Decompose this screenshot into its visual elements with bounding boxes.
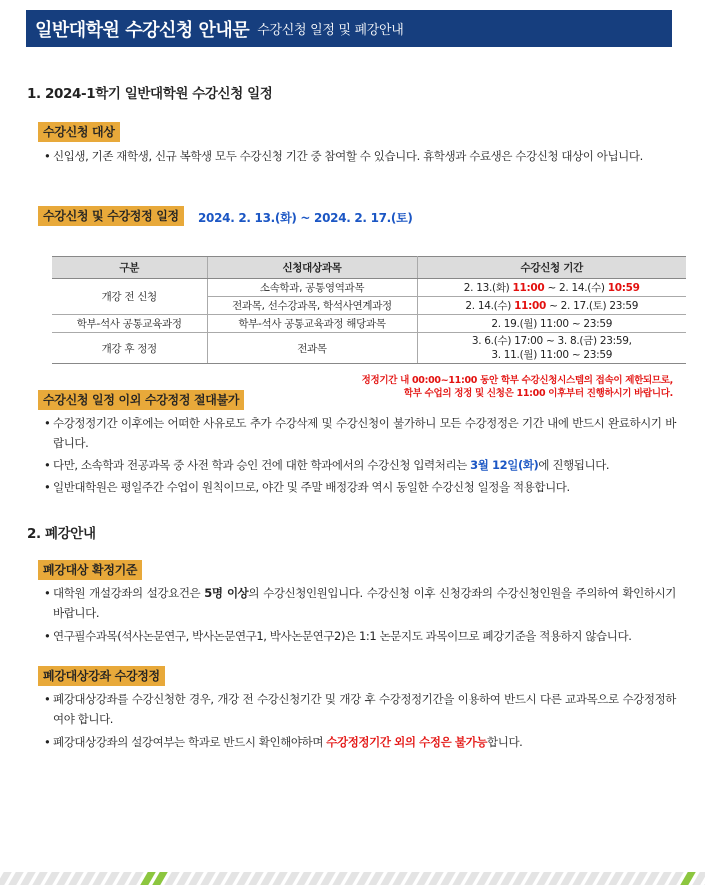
bullet-mark: • bbox=[44, 416, 51, 430]
bullet-mark: • bbox=[44, 629, 51, 643]
cell-period: 2. 19.(월) 11:00 ~ 23:59 bbox=[417, 315, 686, 333]
bullet-change-required bbox=[44, 689, 676, 729]
footer-stripe-decoration bbox=[0, 872, 705, 885]
header-category: 구분 bbox=[52, 257, 207, 279]
bullet-dept-approval bbox=[44, 455, 676, 475]
bullet-mark: • bbox=[44, 149, 51, 163]
bullet-no-change bbox=[44, 413, 676, 453]
schedule-table bbox=[52, 256, 686, 364]
table-row bbox=[52, 333, 686, 364]
bullet-text: 대학원 개설강좌의 설강요건은 5명 이상의 수강신청인원입니다. 수강신청 이후 신청강좌의 수강신청인원을 주의하여 확인하시기 바랍니다. bbox=[53, 586, 677, 620]
schedule-date-range: 2024. 2. 13.(화) ~ 2024. 2. 17.(토) bbox=[198, 211, 413, 225]
restriction-note bbox=[362, 374, 673, 400]
note-line: 정정기간 내 00:00~11:00 동안 학부 수강신청시스템의 접속이 제한되므로, bbox=[361, 375, 673, 386]
bullet-text: 폐강대상강좌의 설강여부는 학과로 반드시 확인해야하며 수강정정기간 외의 수정은 불가능합니다. bbox=[53, 735, 523, 749]
bullet-mark: • bbox=[44, 480, 51, 494]
cell-category: 개강 후 정정 bbox=[52, 333, 207, 364]
bullet-text: 일반대학원은 평일주간 수업이 원칙이므로, 야간 및 주말 배정강좌 역시 동일한 수강신청 일정을 적용합니다. bbox=[53, 480, 570, 494]
table-header-row bbox=[52, 257, 686, 279]
badge-cancelled-course-change: 폐강대상강좌 수강정정 bbox=[38, 666, 165, 686]
bullet-text: 신입생, 기존 재학생, 신규 복학생 모두 수강신청 기간 중 참여할 수 있습니다. 휴학생과 수료생은 수강신청 대상이 아닙니다. bbox=[53, 149, 643, 163]
bullet-text: 다만, 소속학과 전공과목 중 사전 학과 승인 건에 대한 학과에서의 수강신청 입력처리는 3월 12일(화)에 진행됩니다. bbox=[53, 458, 610, 472]
document-subtitle: 수강신청 일정 및 폐강안내 bbox=[257, 23, 404, 38]
cell-course: 학부-석사 공통교육과정 해당과목 bbox=[207, 315, 417, 333]
cell-period: 2. 14.(수) 11:00 ~ 2. 17.(토) 23:59 bbox=[417, 297, 686, 315]
section-1-title: 1. 2024-1학기 일반대학원 수강신청 일정 bbox=[27, 86, 273, 102]
bullet-confirm-department bbox=[44, 732, 676, 752]
cell-category: 학부-석사 공통교육과정 bbox=[52, 315, 207, 333]
badge-enrollment-target: 수강신청 대상 bbox=[38, 122, 120, 142]
section-2-title: 2. 폐강안내 bbox=[27, 526, 96, 542]
bullet-mark: • bbox=[44, 458, 51, 472]
cell-course: 전과목 bbox=[207, 333, 417, 364]
badge-cancel-criteria: 폐강대상 확정기준 bbox=[38, 560, 142, 580]
table-row bbox=[52, 315, 686, 333]
bullet-mark: • bbox=[44, 586, 51, 600]
bullet-text: 수강정정기간 이후에는 어떠한 사유로도 추가 수강삭제 및 수강신청이 불가하니 모든 수강정정은 기간 내에 반드시 완료하시기 바랍니다. bbox=[53, 416, 676, 450]
header-period: 수강신청 기간 bbox=[417, 257, 686, 279]
document-title: 일반대학원 수강신청 안내문 bbox=[35, 19, 250, 41]
bullet-evening-weekend bbox=[44, 477, 676, 497]
cell-category: 개강 전 신청 bbox=[52, 279, 207, 315]
badge-no-change: 수강신청 일정 이외 수강정정 절대불가 bbox=[38, 390, 244, 410]
table-row bbox=[52, 279, 686, 297]
cell-period: 3. 6.(수) 17:00 ~ 3. 8.(금) 23:59, 3. 11.(월) 11:00 ~ 23:59 bbox=[417, 333, 686, 364]
bullet-enrollment-target bbox=[44, 146, 676, 166]
badge-schedule: 수강신청 및 수강정정 일정 bbox=[38, 206, 184, 226]
header-course: 신청대상과목 bbox=[207, 257, 417, 279]
bullet-mark: • bbox=[44, 735, 51, 749]
note-line: 학부 수업의 정정 및 신청은 11:00 이후부터 진행하시기 바랍니다. bbox=[403, 388, 673, 399]
bullet-text: 연구필수과목(석사논문연구, 박사논문연구1, 박사논문연구2)은 1:1 논문지도 과목이므로 폐강기준을 적용하지 않습니다. bbox=[53, 629, 632, 643]
bullet-text: 폐강대상강좌를 수강신청한 경우, 개강 전 수강신청기간 및 개강 후 수강정정기간을 이용하여 반드시 다른 교과목으로 수강정정하여야 합니다. bbox=[53, 692, 676, 726]
cell-course: 소속학과, 공통영역과목 bbox=[207, 279, 417, 297]
bullet-mark: • bbox=[44, 692, 51, 706]
cell-course: 전과목, 선수강과목, 학석사연계과정 bbox=[207, 297, 417, 315]
title-banner bbox=[26, 10, 672, 47]
bullet-research-courses bbox=[44, 626, 676, 646]
cell-period: 2. 13.(화) 11:00 ~ 2. 14.(수) 10:59 bbox=[417, 279, 686, 297]
bullet-min-enrollment bbox=[44, 583, 676, 623]
